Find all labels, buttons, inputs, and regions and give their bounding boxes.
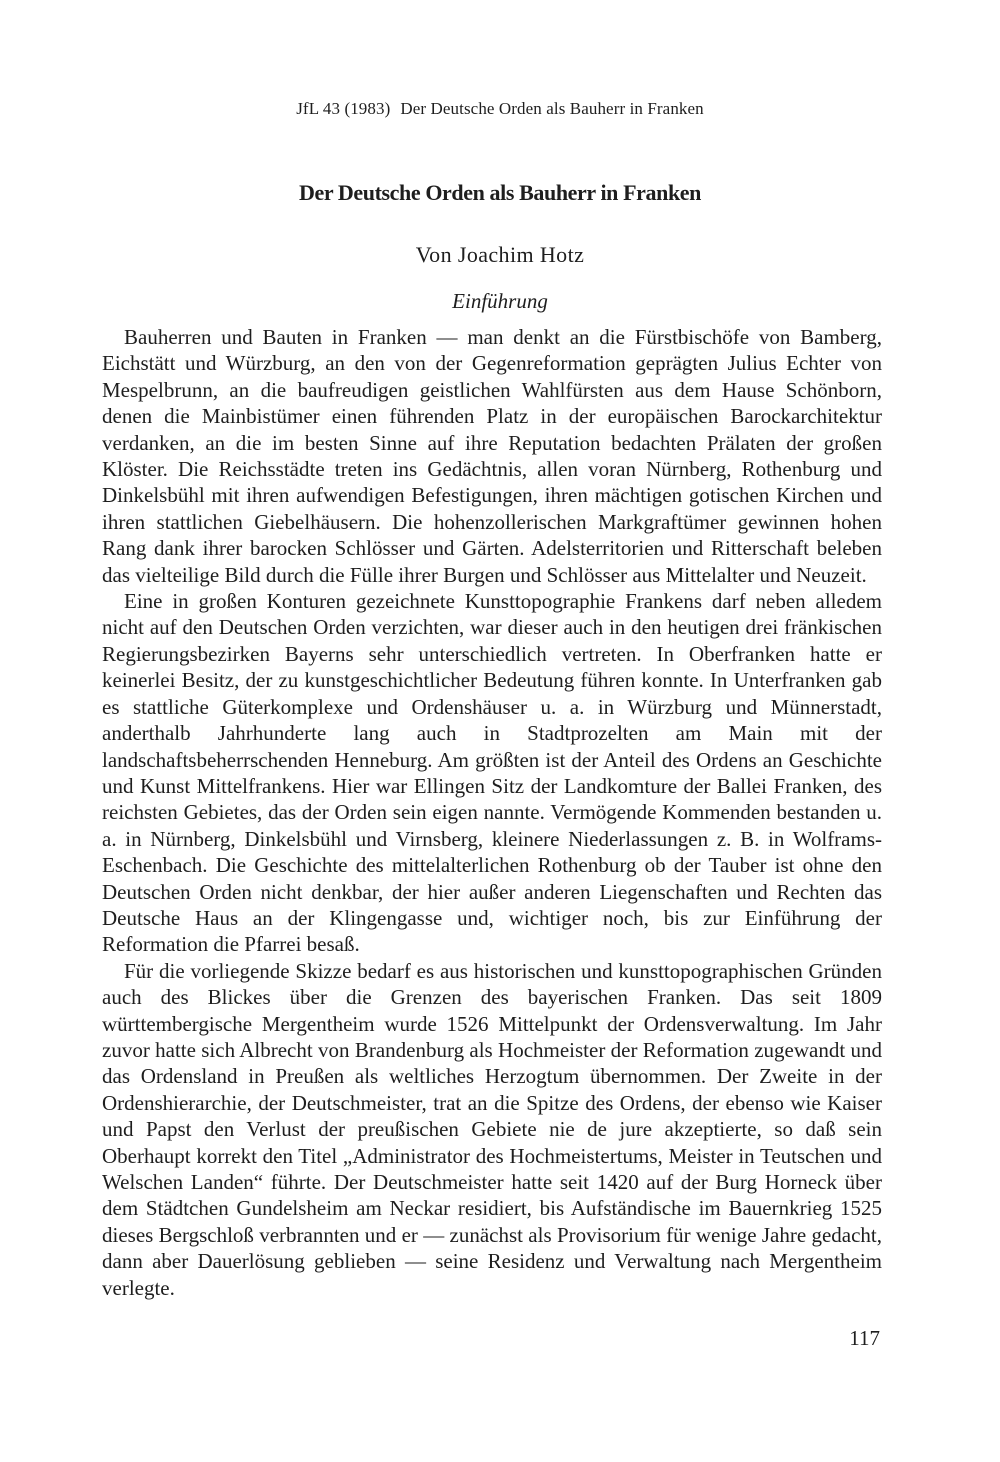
paragraph: Bauherren und Bauten in Franken — man denkt an die Fürstbischöfe von Bamberg, Eichstätt und Würzburg, an den von der Gegenreformation geprägten Julius Echter von Mespelbrunn, an die baufreudigen geistlichen Wahlfürsten aus dem Hause Schönborn, denen die Mainbistümer einen führenden Platz in der europäischen Barockarchitektur verdanken, an die im besten Sinne auf ihre Reputation bedachten Prälaten der großen Klöster. Die Reichsstädte treten ins Gedächtnis, allen voran Nürnberg, Rothenburg und Dinkelsbühl mit ihren aufwendigen Befestigungen, ihren mächtigen gotischen Kirchen und ihren stattlichen Giebelhäusern. Die hohenzollerischen Markgraftümer gewinnen hohen Rang dank ihrer barocken Schlösser und Gärten. Adelsterritorien und Ritterschaft beleben das vielteilige Bild durch die Fülle ihrer Burgen und Schlösser aus Mittelalter und Neuzeit. [102,325,882,587]
section-title: Einführung [452,289,548,313]
page-number: 117 [849,1326,880,1350]
journal-reference: JfL 43 (1983) [296,99,391,118]
article-title: Der Deutsche Orden als Bauherr in Franken [298,180,701,205]
article-author: Von Joachim Hotz [415,242,585,267]
article-body [102,324,882,1301]
running-header [0,99,1000,119]
paragraph: Für die vorliegende Skizze bedarf es aus historischen und kunsttopographischen Gründen auch des Blickes über die Grenzen des bayerischen Franken. Das seit 1809 württembergische Mergentheim wurde 1526 Mittelpunkt der Ordensverwaltung. Im Jahr zuvor hatte sich Albrecht von Brandenburg als Hochmeister der Reformation zugewandt und das Ordensland in Preußen als weltliches Herzogtum übernommen. Der Zweite in der Ordenshierarchie, der Deutschmeister, trat an die Spitze des Ordens, der ebenso wie Kaiser und Papst den Verlust der preußischen Gebiete nie de jure akzeptierte, so daß sein Oberhaupt korrekt den Titel „Administrator des Hochmeistertums, Meister in Teutschen und Welschen Landen“ führte. Der Deutschmeister hatte seit 1420 auf der Burg Horneck über dem Städtchen Gundelsheim am Neckar residiert, bis Aufständische im Bauernkrieg 1525 dieses Bergschloß verbrannten und er — zunächst als Provisorium für wenige Jahre gedacht, dann aber Dauerlösung geblieben — seine Residenz und Verwaltung nach Mergentheim verlegte. [102,958,882,1300]
paragraph: Eine in großen Konturen gezeichnete Kunsttopographie Frankens darf neben alledem nicht auf den Deutschen Orden verzichten, war dieser auch in den heutigen drei fränkischen Regierungsbezirken Bayerns sehr unterschiedlich vertreten. In Oberfranken hatte er keinerlei Besitz, der zu kunstgeschichtlicher Bedeutung führen konnte. In Unterfranken gab es stattliche Güterkomplexe und Ordenshäuser u. a. in Würzburg und Münnerstadt, anderthalb Jahrhunderte lang auch in Stadtprozelten am Main mit der landschaftsbeherrschenden Henneburg. Am größten ist der Anteil des Ordens an Geschichte und Kunst Mittelfrankens. Hier war Ellingen Sitz der Landkomture der Ballei Franken, des reichsten Gebietes, das der Orden sein eigen nannte. Vermögende Kommenden bestanden u. a. in Nürnberg, Dinkelsbühl und Virnsberg, kleinere Niederlassungen z. B. in Wolframs-Eschenbach. Die Geschichte des mittelalterlichen Rothenburg ob der Tauber ist ohne den Deutschen Orden nicht denkbar, der hier außer anderen Liegenschaften und Rechten das Deutsche Haus an der Klingengasse und, wichtiger noch, bis zur Einführung der Reformation die Pfarrei besaß. [102,589,882,957]
running-title: Der Deutsche Orden als Bauherr in Franken [400,99,704,118]
